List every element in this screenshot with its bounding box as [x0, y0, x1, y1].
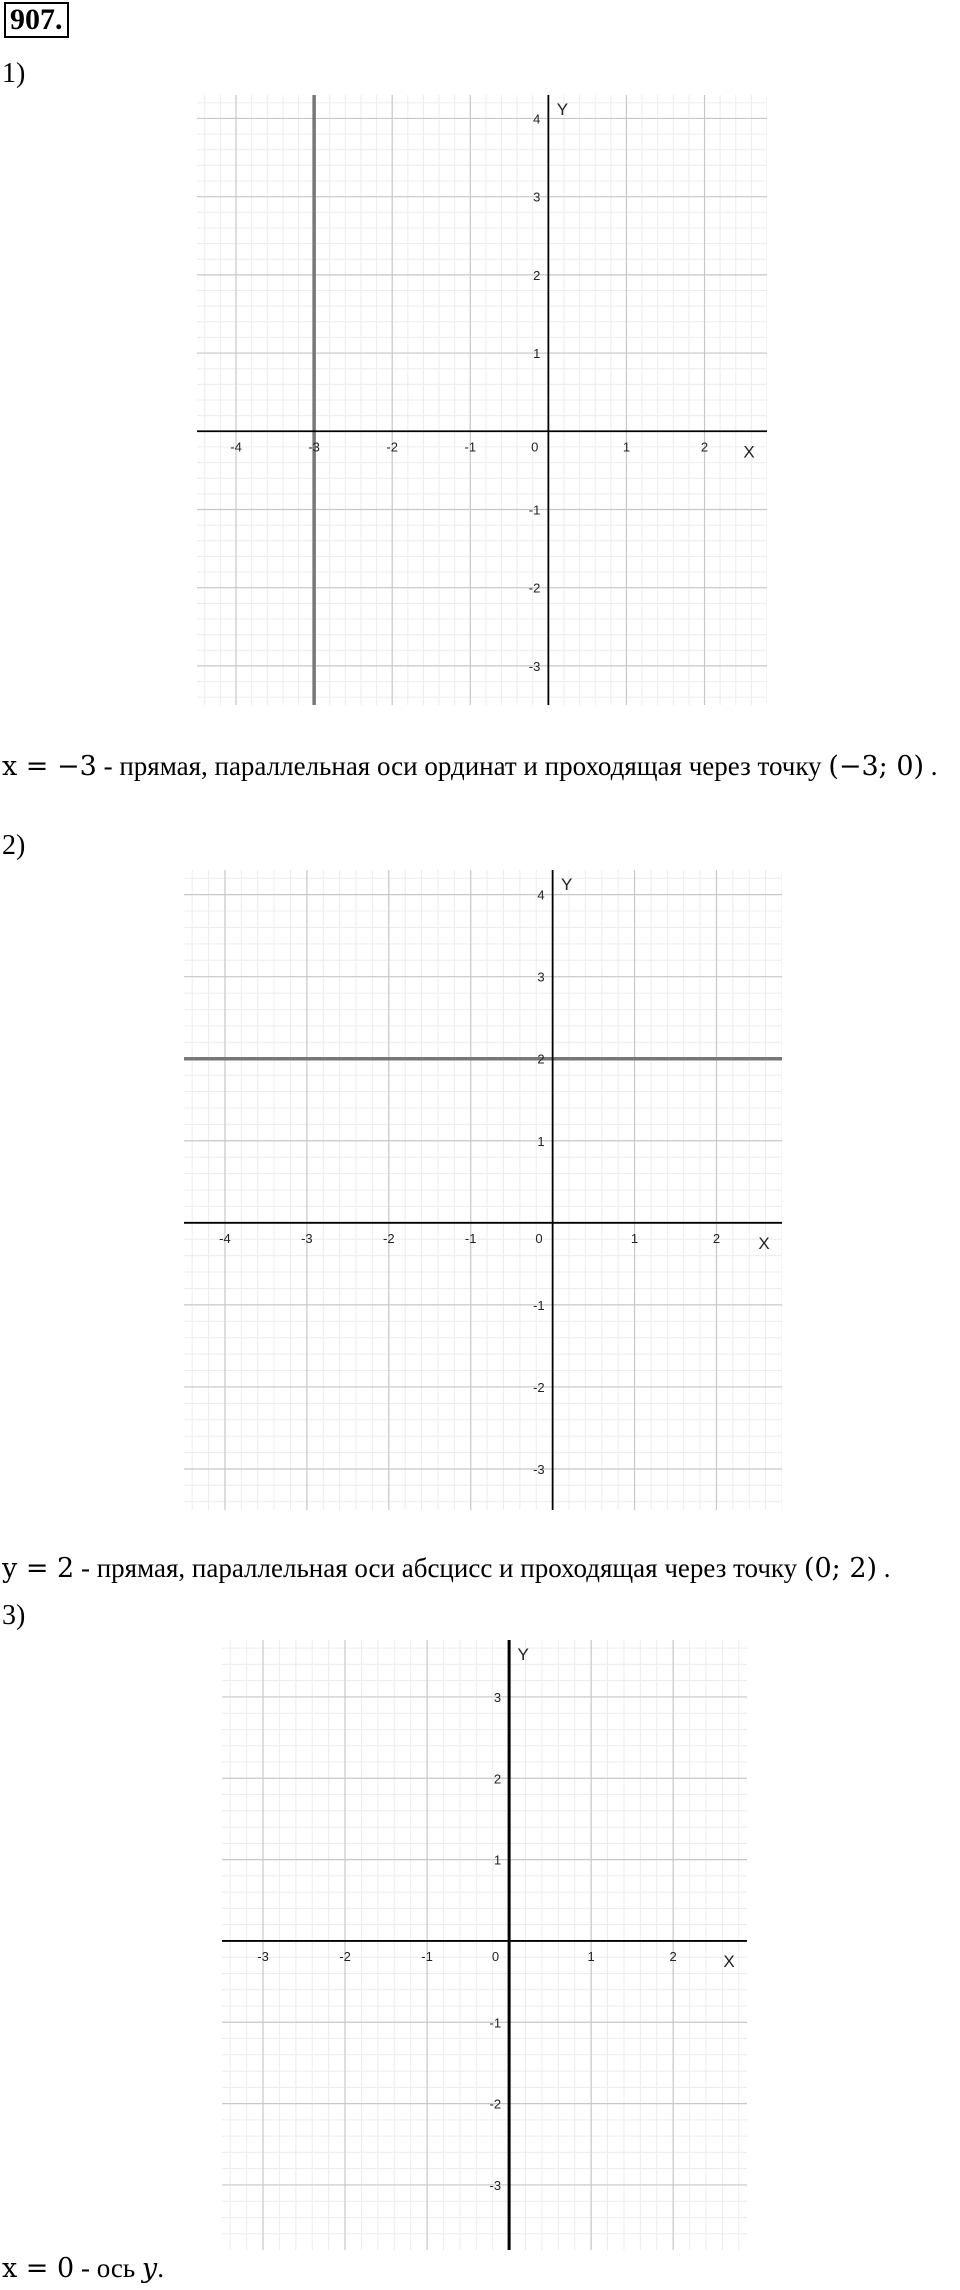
caption-2-equation: y = 2	[2, 1553, 75, 1584]
y-tick-label: -1	[489, 2015, 502, 2031]
y-tick-label: -2	[528, 580, 541, 596]
caption-1-tail: .	[924, 751, 938, 781]
x-tick-label: -3	[308, 439, 320, 455]
y-tick-label: -1	[528, 502, 541, 518]
x-tick-label: 1	[587, 1948, 595, 1964]
caption-1	[2, 748, 958, 785]
x-tick-label: 2	[700, 439, 709, 455]
y-tick-label: 2	[533, 267, 541, 283]
y-tick-label: 4	[533, 111, 541, 127]
x-tick-label: -1	[464, 439, 477, 455]
y-tick-label: 2	[537, 1051, 545, 1067]
y-tick-label: 4	[537, 887, 545, 903]
y-axis-label: Y	[556, 100, 569, 119]
caption-3	[2, 2250, 958, 2287]
y-tick-label: 1	[493, 1852, 502, 1868]
minor-grid	[184, 870, 782, 1510]
x-axis-label: X	[758, 1233, 770, 1253]
x-tick-label: -1	[421, 1948, 433, 1964]
y-tick-label: 1	[533, 346, 541, 362]
x-axis-label: X	[723, 1951, 735, 1971]
origin-label: 0	[491, 1948, 500, 1964]
caption-1-equation: x = −3	[2, 751, 97, 782]
caption-2	[2, 1550, 958, 1587]
y-axis-label: Y	[517, 1645, 529, 1664]
y-tick-label: 1	[537, 1133, 545, 1149]
y-tick-label: 3	[493, 1689, 502, 1705]
caption-2-point: (0; 2)	[803, 1553, 878, 1584]
part-2-label: 2)	[2, 830, 26, 861]
x-tick-label: -2	[339, 1948, 351, 1964]
y-tick-label: -2	[489, 2096, 502, 2112]
y-axis-label: Y	[560, 875, 573, 894]
x-axis-label: X	[743, 442, 755, 462]
caption-2-text: - прямая, параллельная оси абсцисс и проходящая через точку	[74, 1553, 804, 1583]
part-3-label: 3)	[2, 1600, 26, 1631]
x-tick-label: -2	[383, 1230, 395, 1246]
minor-grid	[222, 1640, 747, 2250]
problem-number: 907.	[4, 2, 69, 38]
minor-grid	[197, 95, 767, 705]
graph-2	[184, 870, 782, 1510]
x-tick-label: -2	[386, 439, 398, 455]
x-tick-label: -4	[219, 1230, 231, 1246]
caption-1-text: - прямая, параллельная оси ординат и проходящая через точку	[96, 751, 829, 781]
caption-3-tail: .	[157, 2253, 164, 2283]
origin-label: 0	[535, 1230, 543, 1246]
y-tick-label: 3	[537, 969, 545, 985]
y-tick-label: -3	[533, 1461, 545, 1477]
x-tick-label: -3	[301, 1230, 313, 1246]
graph-3	[222, 1640, 747, 2250]
y-tick-label: -1	[533, 1297, 545, 1313]
origin-label: 0	[531, 439, 539, 455]
x-tick-label: -3	[257, 1948, 269, 1964]
x-tick-label: 1	[630, 1230, 639, 1246]
caption-3-equation: x = 0	[2, 2253, 75, 2284]
caption-2-tail: .	[877, 1553, 891, 1583]
x-tick-label: 2	[712, 1230, 721, 1246]
x-tick-label: -4	[230, 439, 242, 455]
caption-1-point: (−3; 0)	[828, 751, 925, 782]
major-grid	[222, 1640, 747, 2250]
graph-1	[197, 95, 767, 705]
x-tick-label: 2	[669, 1948, 677, 1964]
y-tick-label: -3	[528, 658, 541, 674]
y-tick-label: -3	[489, 2177, 502, 2193]
y-tick-label: -2	[533, 1379, 545, 1395]
x-tick-label: -1	[464, 1230, 477, 1246]
caption-3-point: y	[141, 2253, 158, 2284]
x-tick-label: 1	[622, 439, 631, 455]
caption-3-text: - ось	[74, 2253, 142, 2283]
y-tick-label: 3	[533, 189, 541, 205]
y-tick-label: 2	[493, 1771, 502, 1787]
part-1-label: 1)	[2, 58, 26, 89]
